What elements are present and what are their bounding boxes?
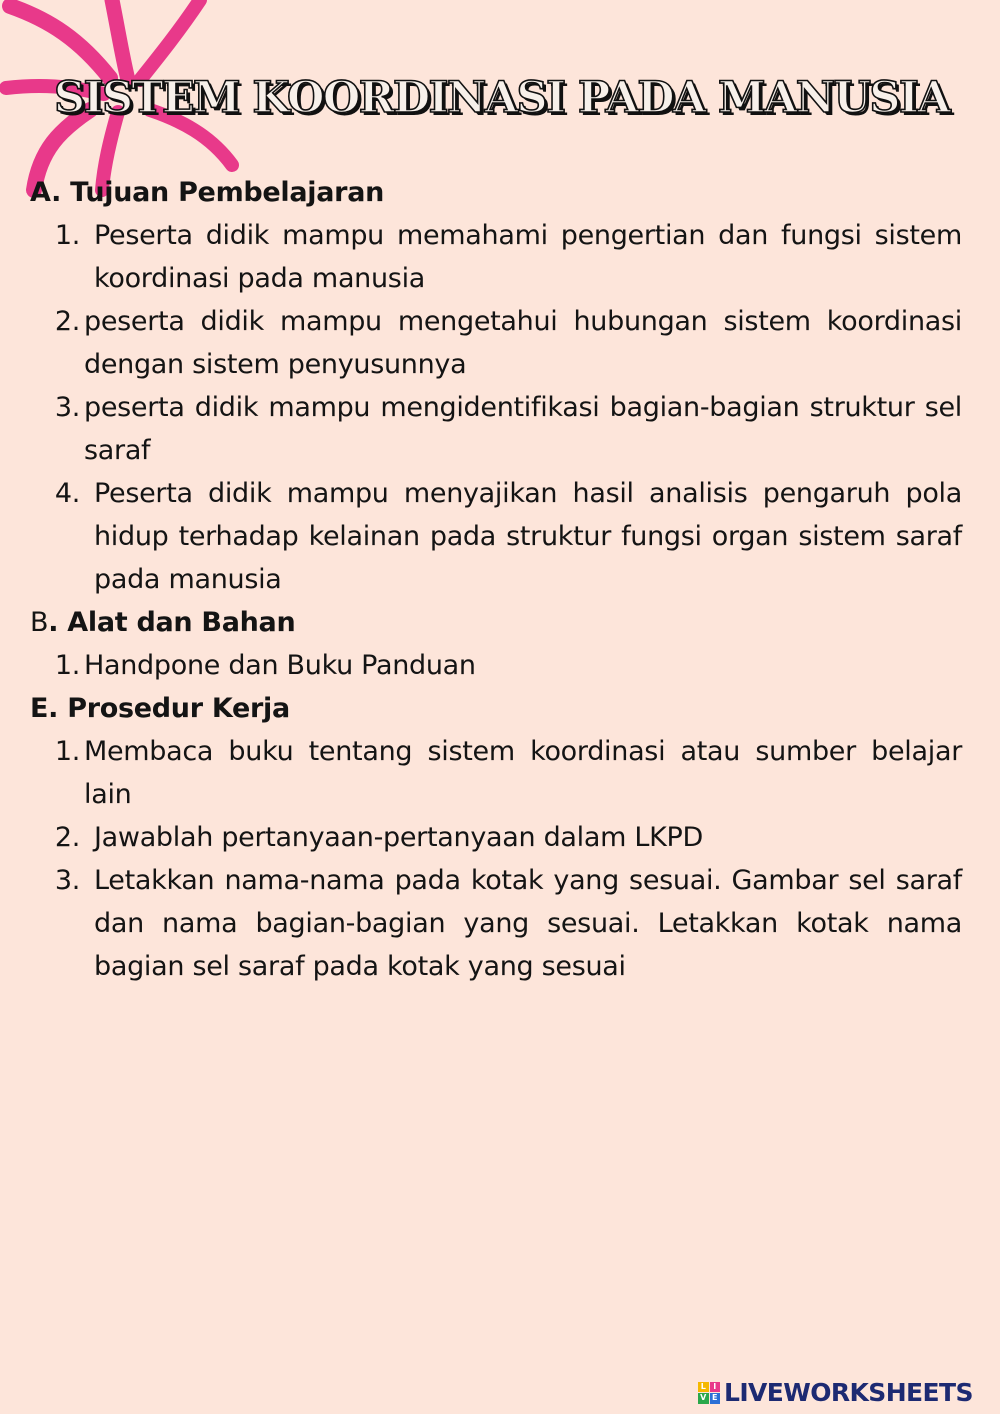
- list-text: Jawablah pertanyaan-pertanyaan dalam LKPD: [94, 822, 704, 853]
- list-text: Peserta didik mampu menyajikan hasil analisis pengaruh pola hidup terhadap kelainan pada struktur fungsi organ sistem saraf pada manusia: [94, 478, 962, 595]
- section-heading: [30, 601, 962, 644]
- materials-list: [30, 644, 962, 687]
- worksheet-content: [30, 171, 962, 988]
- logo-tile: L: [698, 1382, 709, 1393]
- brand-name: LIVEWORKSHEETS: [724, 1378, 973, 1407]
- logo-tile: V: [698, 1393, 709, 1404]
- list-number: 4.: [54, 478, 80, 509]
- section-title: Prosedur Kerja: [67, 693, 290, 724]
- section-heading: [30, 171, 962, 214]
- list-number: 1.: [54, 220, 80, 251]
- page-title: SISTEM KOORDINASI PADA MANUSIA: [54, 73, 950, 123]
- list-number: 3.: [54, 865, 80, 896]
- list-text: peserta didik mampu mengetahui hubungan sistem koordinasi dengan sistem penyusunnya: [84, 306, 962, 380]
- section-title: . Alat dan Bahan: [48, 607, 296, 638]
- section-title: Tujuan Pembelajaran: [70, 177, 385, 208]
- logo-tile: I: [710, 1382, 721, 1393]
- list-text: peserta didik mampu mengidentifikasi bagian-bagian struktur sel saraf: [84, 392, 962, 466]
- liveworksheets-brand: [698, 1378, 973, 1407]
- list-number: 2.: [54, 306, 80, 337]
- list-number: 1.: [54, 650, 80, 681]
- liveworksheets-logo-icon: [698, 1382, 720, 1404]
- list-number: 1.: [54, 736, 80, 767]
- section-label: E.: [30, 693, 59, 724]
- list-item: [30, 472, 962, 601]
- list-item: [30, 214, 962, 300]
- section-label: B: [30, 607, 49, 638]
- list-number: 2.: [54, 822, 80, 853]
- list-text: Membaca buku tentang sistem koordinasi atau sumber belajar lain: [84, 736, 962, 810]
- list-item: [30, 816, 962, 859]
- list-item: [30, 730, 962, 816]
- list-item: [30, 300, 962, 386]
- section-prosedur: [30, 687, 962, 988]
- list-text: Handpone dan Buku Panduan: [84, 650, 476, 681]
- list-item: [30, 386, 962, 472]
- objectives-list: [30, 214, 962, 601]
- procedure-list: [30, 730, 962, 988]
- list-item: [30, 644, 962, 687]
- section-heading: [30, 687, 962, 730]
- list-item: [30, 859, 962, 988]
- list-number: 3.: [54, 392, 80, 423]
- list-text: Peserta didik mampu memahami pengertian dan fungsi sistem koordinasi pada manusia: [94, 220, 962, 294]
- section-tujuan: [30, 171, 962, 601]
- logo-tile: E: [710, 1393, 721, 1404]
- list-text: Letakkan nama-nama pada kotak yang sesuai. Gambar sel saraf dan nama bagian-bagian yang sesuai. Letakkan kotak nama bagian sel saraf pada kotak yang sesuai: [94, 865, 962, 982]
- section-label: A.: [30, 177, 62, 208]
- section-alat-bahan: [30, 601, 962, 687]
